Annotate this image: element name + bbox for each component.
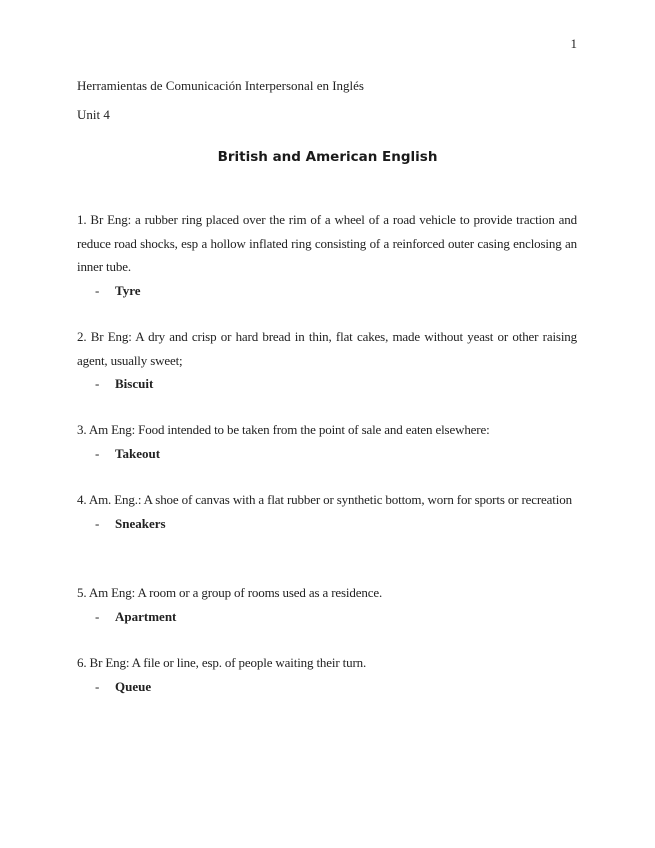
entry-answer [77,512,577,536]
entry-answer [77,605,577,629]
entry-definition: 1. Br Eng: a rubber ring placed over the rim of a wheel of a road vehicle to provide traction and reduce road shocks, esp a hollow inflated ring consisting of a reinforced outer casing enclosing an inner tube. [77,212,577,274]
unit-label: Unit 4 [77,107,110,122]
answer-word: Takeout [115,445,161,461]
bullet-dash: - [95,376,100,391]
answer-word: Queue [115,678,152,694]
vocabulary-entry [77,418,577,465]
vocabulary-entry [77,581,577,628]
answer-word: Tyre [115,282,141,298]
entry-definition: 5. Am Eng: A room or a group of rooms used as a residence. [77,585,383,600]
entry-definition: 2. Br Eng: A dry and crisp or hard bread in thin, flat cakes, made without yeast or other raising agent, usually sweet; [77,329,577,368]
document-title: British and American English [217,149,438,165]
answer-word: Apartment [115,608,177,624]
bullet-dash: - [95,282,100,298]
entry-definition: 4. Am. Eng.: A shoe of canvas with a flat rubber or synthetic bottom, worn for sports or recreation [77,492,572,507]
vocabulary-entry [77,208,577,302]
bullet-dash: - [95,608,100,624]
vocabulary-entry [77,325,577,396]
vocabulary-entry [77,651,577,698]
bullet-dash: - [95,515,100,531]
answer-word: Sneakers [115,515,166,531]
entry-definition: 6. Br Eng: A file or line, esp. of people waiting their turn. [77,655,367,670]
page-number: 1 [570,36,577,51]
entry-answer [77,279,577,303]
entry-answer [77,675,577,699]
bullet-dash: - [95,445,100,461]
bullet-dash: - [95,678,100,694]
answer-word: Biscuit [115,376,154,391]
entry-definition: 3. Am Eng: Food intended to be taken from the point of sale and eaten elsewhere: [77,422,490,437]
vocabulary-entry [77,488,577,535]
entry-answer [77,372,577,396]
course-name: Herramientas de Comunicación Interpersonal en Inglés [77,78,364,93]
entry-answer [77,442,577,466]
